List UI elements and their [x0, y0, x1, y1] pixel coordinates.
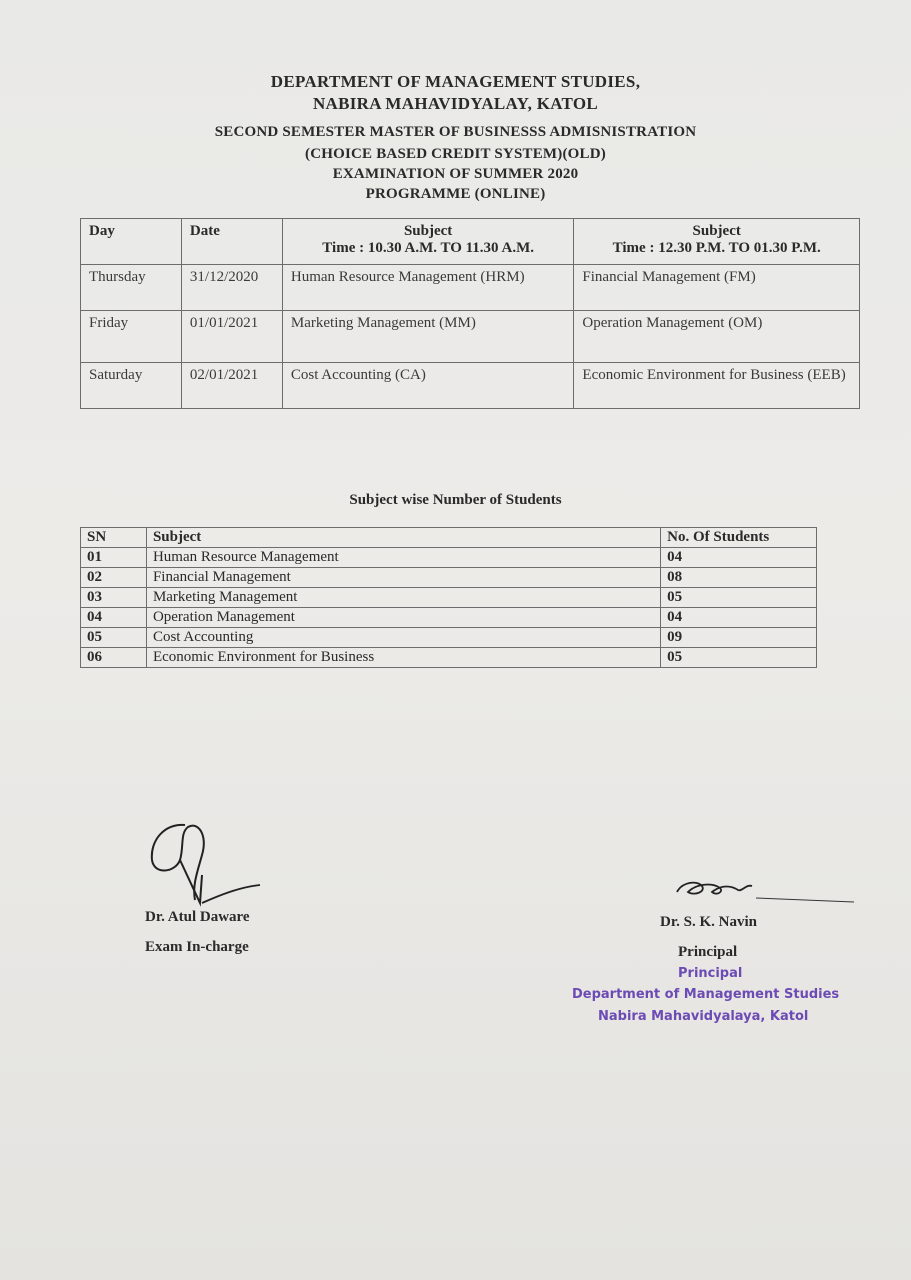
subject-cell: Marketing Management: [146, 588, 660, 608]
morning-time: Time : 10.30 A.M. TO 11.30 A.M.: [322, 240, 534, 256]
subject-cell: Cost Accounting: [146, 628, 660, 648]
department-title: DEPARTMENT OF MANAGEMENT STUDIES,: [270, 72, 641, 91]
col-subject-morning: [282, 219, 574, 265]
sn-cell: 05: [81, 628, 147, 648]
col-date: Date: [181, 219, 282, 265]
subject-cell: Marketing Management (MM): [282, 311, 574, 363]
day-cell: Thursday: [81, 265, 182, 311]
col-sn: SN: [81, 528, 147, 548]
subject-cell: Financial Management (FM): [574, 265, 860, 311]
college-name: NABIRA MAHAVIDYALAY, KATOL: [312, 94, 599, 113]
sn-cell: 06: [81, 648, 147, 668]
students-table-title: Subject wise Number of Students: [349, 492, 562, 508]
exam-incharge-signature: [140, 815, 270, 910]
table-row: [81, 628, 817, 648]
students-cell: 09: [661, 628, 817, 648]
exam-schedule-table: [80, 218, 860, 409]
table-row: [81, 311, 860, 363]
exam-incharge-role: Exam In-charge: [145, 939, 249, 955]
students-cell: 05: [661, 648, 817, 668]
stamp-principal: Principal: [678, 966, 743, 981]
afternoon-time: Time : 12.30 P.M. TO 01.30 P.M.: [612, 240, 821, 256]
subject-label: Subject: [403, 223, 453, 239]
col-day: Day: [81, 219, 182, 265]
subject-label: Subject: [692, 223, 741, 239]
programme-title: SECOND SEMESTER MASTER OF BUSINESSS ADMISNISTRATION: [214, 124, 697, 140]
exam-session: EXAMINATION OF SUMMER 2020: [332, 166, 579, 182]
students-cell: 04: [661, 548, 817, 568]
col-subject: Subject: [146, 528, 660, 548]
count-header-row: [81, 528, 817, 548]
stamp-department: Department of Management Studies: [572, 987, 840, 1002]
date-cell: 31/12/2020: [181, 265, 282, 311]
programme-mode: PROGRAMME (ONLINE): [365, 186, 546, 202]
principal-signature: [672, 872, 857, 908]
day-cell: Friday: [81, 311, 182, 363]
table-row: [81, 265, 860, 311]
credit-system: (CHOICE BASED CREDIT SYSTEM)(OLD): [305, 146, 606, 162]
day-cell: Saturday: [81, 363, 182, 409]
principal-name: Dr. S. K. Navin: [660, 914, 757, 930]
sn-cell: 01: [81, 548, 147, 568]
table-row: [81, 608, 817, 628]
students-cell: 08: [661, 568, 817, 588]
schedule-header-row: [81, 219, 860, 265]
col-subject-afternoon: [574, 219, 860, 265]
stamp-college: Nabira Mahavidyalaya, Katol: [598, 1009, 809, 1024]
col-students: No. Of Students: [661, 528, 817, 548]
table-row: [81, 548, 817, 568]
subject-cell: Economic Environment for Business (EEB): [574, 363, 860, 409]
subject-cell: Human Resource Management (HRM): [282, 265, 574, 311]
subject-cell: Financial Management: [146, 568, 660, 588]
students-cell: 05: [661, 588, 817, 608]
date-cell: 02/01/2021: [181, 363, 282, 409]
date-cell: 01/01/2021: [181, 311, 282, 363]
sn-cell: 04: [81, 608, 147, 628]
students-cell: 04: [661, 608, 817, 628]
table-row: [81, 363, 860, 409]
table-row: [81, 568, 817, 588]
subject-cell: Operation Management: [146, 608, 660, 628]
principal-role: Principal: [678, 944, 738, 960]
sn-cell: 02: [81, 568, 147, 588]
table-row: [81, 588, 817, 608]
subject-cell: Cost Accounting (CA): [282, 363, 574, 409]
sn-cell: 03: [81, 588, 147, 608]
table-row: [81, 648, 817, 668]
subject-cell: Economic Environment for Business: [146, 648, 660, 668]
student-count-table: [80, 527, 817, 668]
subject-cell: Human Resource Management: [146, 548, 660, 568]
subject-cell: Operation Management (OM): [574, 311, 860, 363]
exam-incharge-name: Dr. Atul Daware: [145, 909, 250, 925]
